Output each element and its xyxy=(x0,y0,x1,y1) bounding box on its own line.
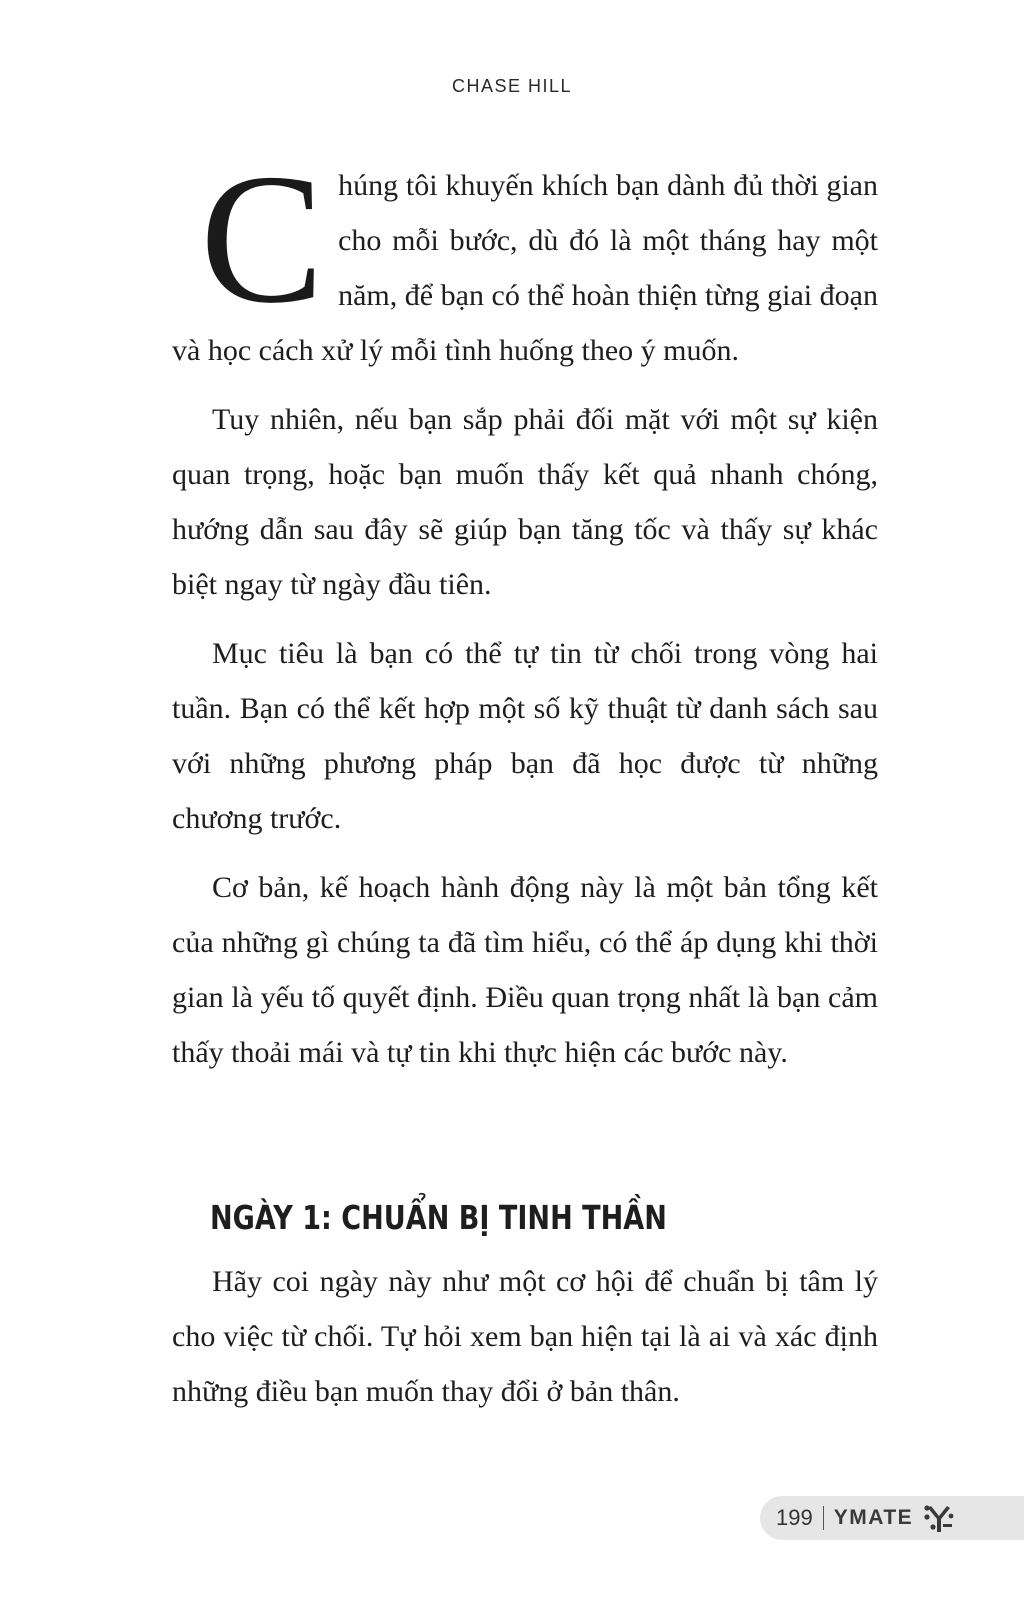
section-text-block xyxy=(172,1254,878,1419)
section-paragraph: Hãy coi ngày này như một cơ hội để chuẩn bị tâm lý cho việc từ chối. Tự hỏi xem bạn hiện tại là ai và xác định những điều bạn muốn thay đổi ở bản thân. xyxy=(172,1265,878,1408)
page-footer-tab xyxy=(760,1496,1024,1540)
footer-divider xyxy=(823,1506,824,1530)
opening-paragraph xyxy=(172,136,878,378)
body-paragraph: Tuy nhiên, nếu bạn sắp phải đối mặt với một sự kiện quan trọng, hoặc bạn muốn thấy kết quả nhanh chóng, hướng dẫn sau đây sẽ giúp bạn tăng tốc và thấy sự khác biệt ngay từ ngày đầu tiên. xyxy=(172,403,878,601)
main-text-block xyxy=(172,136,878,1080)
running-header: CHASE HILL xyxy=(451,76,573,96)
opening-paragraph-text: húng tôi khuyến khích bạn dành đủ thời gian cho mỗi bước, dù đó là một tháng hay một năm, để bạn có thể hoàn thiện từng giai đoạn và học cách xử lý mỗi tình huống theo ý muốn. xyxy=(172,169,878,367)
drop-cap: C xyxy=(200,136,325,342)
page-number: 199 xyxy=(776,1505,813,1530)
ymate-logo-icon xyxy=(921,1500,957,1536)
section-heading: NGÀY 1: CHUẨN BỊ TINH THẦN xyxy=(210,1198,667,1237)
body-paragraph: Cơ bản, kế hoạch hành động này là một bản tổng kết của những gì chúng ta đã tìm hiểu, có thể áp dụng khi thời gian là yếu tố quyết định. Điều quan trọng nhất là bạn cảm thấy thoải mái và tự tin khi thực hiện các bước này. xyxy=(172,871,878,1069)
brand-name: YMATE xyxy=(833,1506,914,1529)
body-paragraph: Mục tiêu là bạn có thể tự tin từ chối trong vòng hai tuần. Bạn có thể kết hợp một số kỹ thuật từ danh sách sau với những phương pháp bạn đã học được từ những chương trước. xyxy=(172,637,878,835)
